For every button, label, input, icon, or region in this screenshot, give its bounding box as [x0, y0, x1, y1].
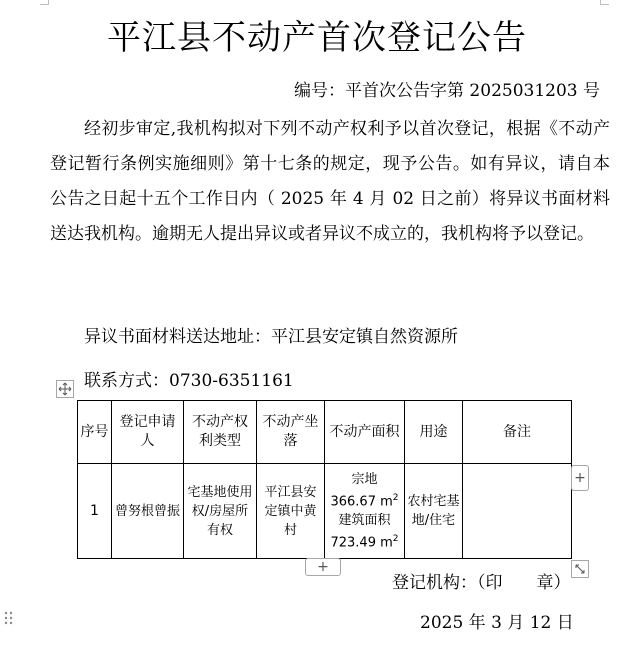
- header-applicant: 登记申请人: [112, 401, 184, 464]
- area-land-unit-sup: 2: [392, 492, 399, 503]
- table-header-row: [78, 401, 572, 464]
- notice-body-paragraph: 经初步审定,我机构拟对下列不动产权利予以首次登记，根据《不动产登记暂行条例实施细则》第十七条的规定，现予公告。如有异议，请自本公告之日起十五个工作日内（ 2025 年 4 月 02 日之前）将异议书面材料送达我机构。逾期无人提出异议或者异议不成立的，我机构将予以登记。: [50, 119, 610, 244]
- objection-address: 异议书面材料送达地址：平江县安定镇自然资源所: [84, 327, 458, 347]
- registration-org: 登记机构：（印 章）: [392, 573, 571, 593]
- cell-usage: 农村宅基地/住宅: [405, 464, 463, 559]
- header-no: 序号: [78, 401, 112, 464]
- add-column-button[interactable]: +: [571, 465, 589, 491]
- table-row: [78, 464, 572, 559]
- area-land-value: 366.67 m: [330, 494, 393, 509]
- header-usage: 用途: [405, 401, 463, 464]
- cell-applicant: 曾努根曾振: [112, 464, 184, 559]
- add-row-button[interactable]: +: [305, 558, 341, 576]
- area-land-line: [327, 489, 402, 511]
- registration-table: [77, 400, 572, 559]
- notice-title: 平江县不动产首次登记公告: [107, 18, 527, 58]
- contact-info: 联系方式：0730-6351161: [84, 371, 294, 391]
- page-corner-mark-right: [600, 0, 609, 5]
- header-right-type: 不动产权利类型: [184, 401, 257, 464]
- notice-serial-number: 编号：平首次公告字第 2025031203 号: [294, 81, 600, 101]
- area-land-label: 宗地: [351, 471, 378, 487]
- header-remark: 备注: [463, 401, 572, 464]
- table-resize-icon[interactable]: [571, 560, 589, 578]
- area-build-line: [327, 530, 402, 552]
- cell-right-type: 宅基地使用权/房屋所有权: [184, 464, 257, 559]
- drag-dots-icon[interactable]: [4, 610, 16, 628]
- area-build-value: 723.49 m: [330, 535, 393, 551]
- cell-location: 平江县安定镇中黄村: [257, 464, 325, 559]
- cell-area: [325, 464, 405, 559]
- header-area: 不动产面积: [325, 401, 405, 464]
- notice-date: 2025 年 3 月 12 日: [420, 613, 574, 633]
- area-build-label: 建筑面积: [338, 513, 391, 528]
- table-move-icon[interactable]: [56, 380, 74, 398]
- page-corner-mark-left: [40, 0, 49, 5]
- cell-remark: [463, 464, 572, 559]
- cell-no: 1: [78, 464, 112, 559]
- area-build-unit-sup: 2: [392, 534, 399, 544]
- header-location: 不动产坐落: [257, 401, 325, 464]
